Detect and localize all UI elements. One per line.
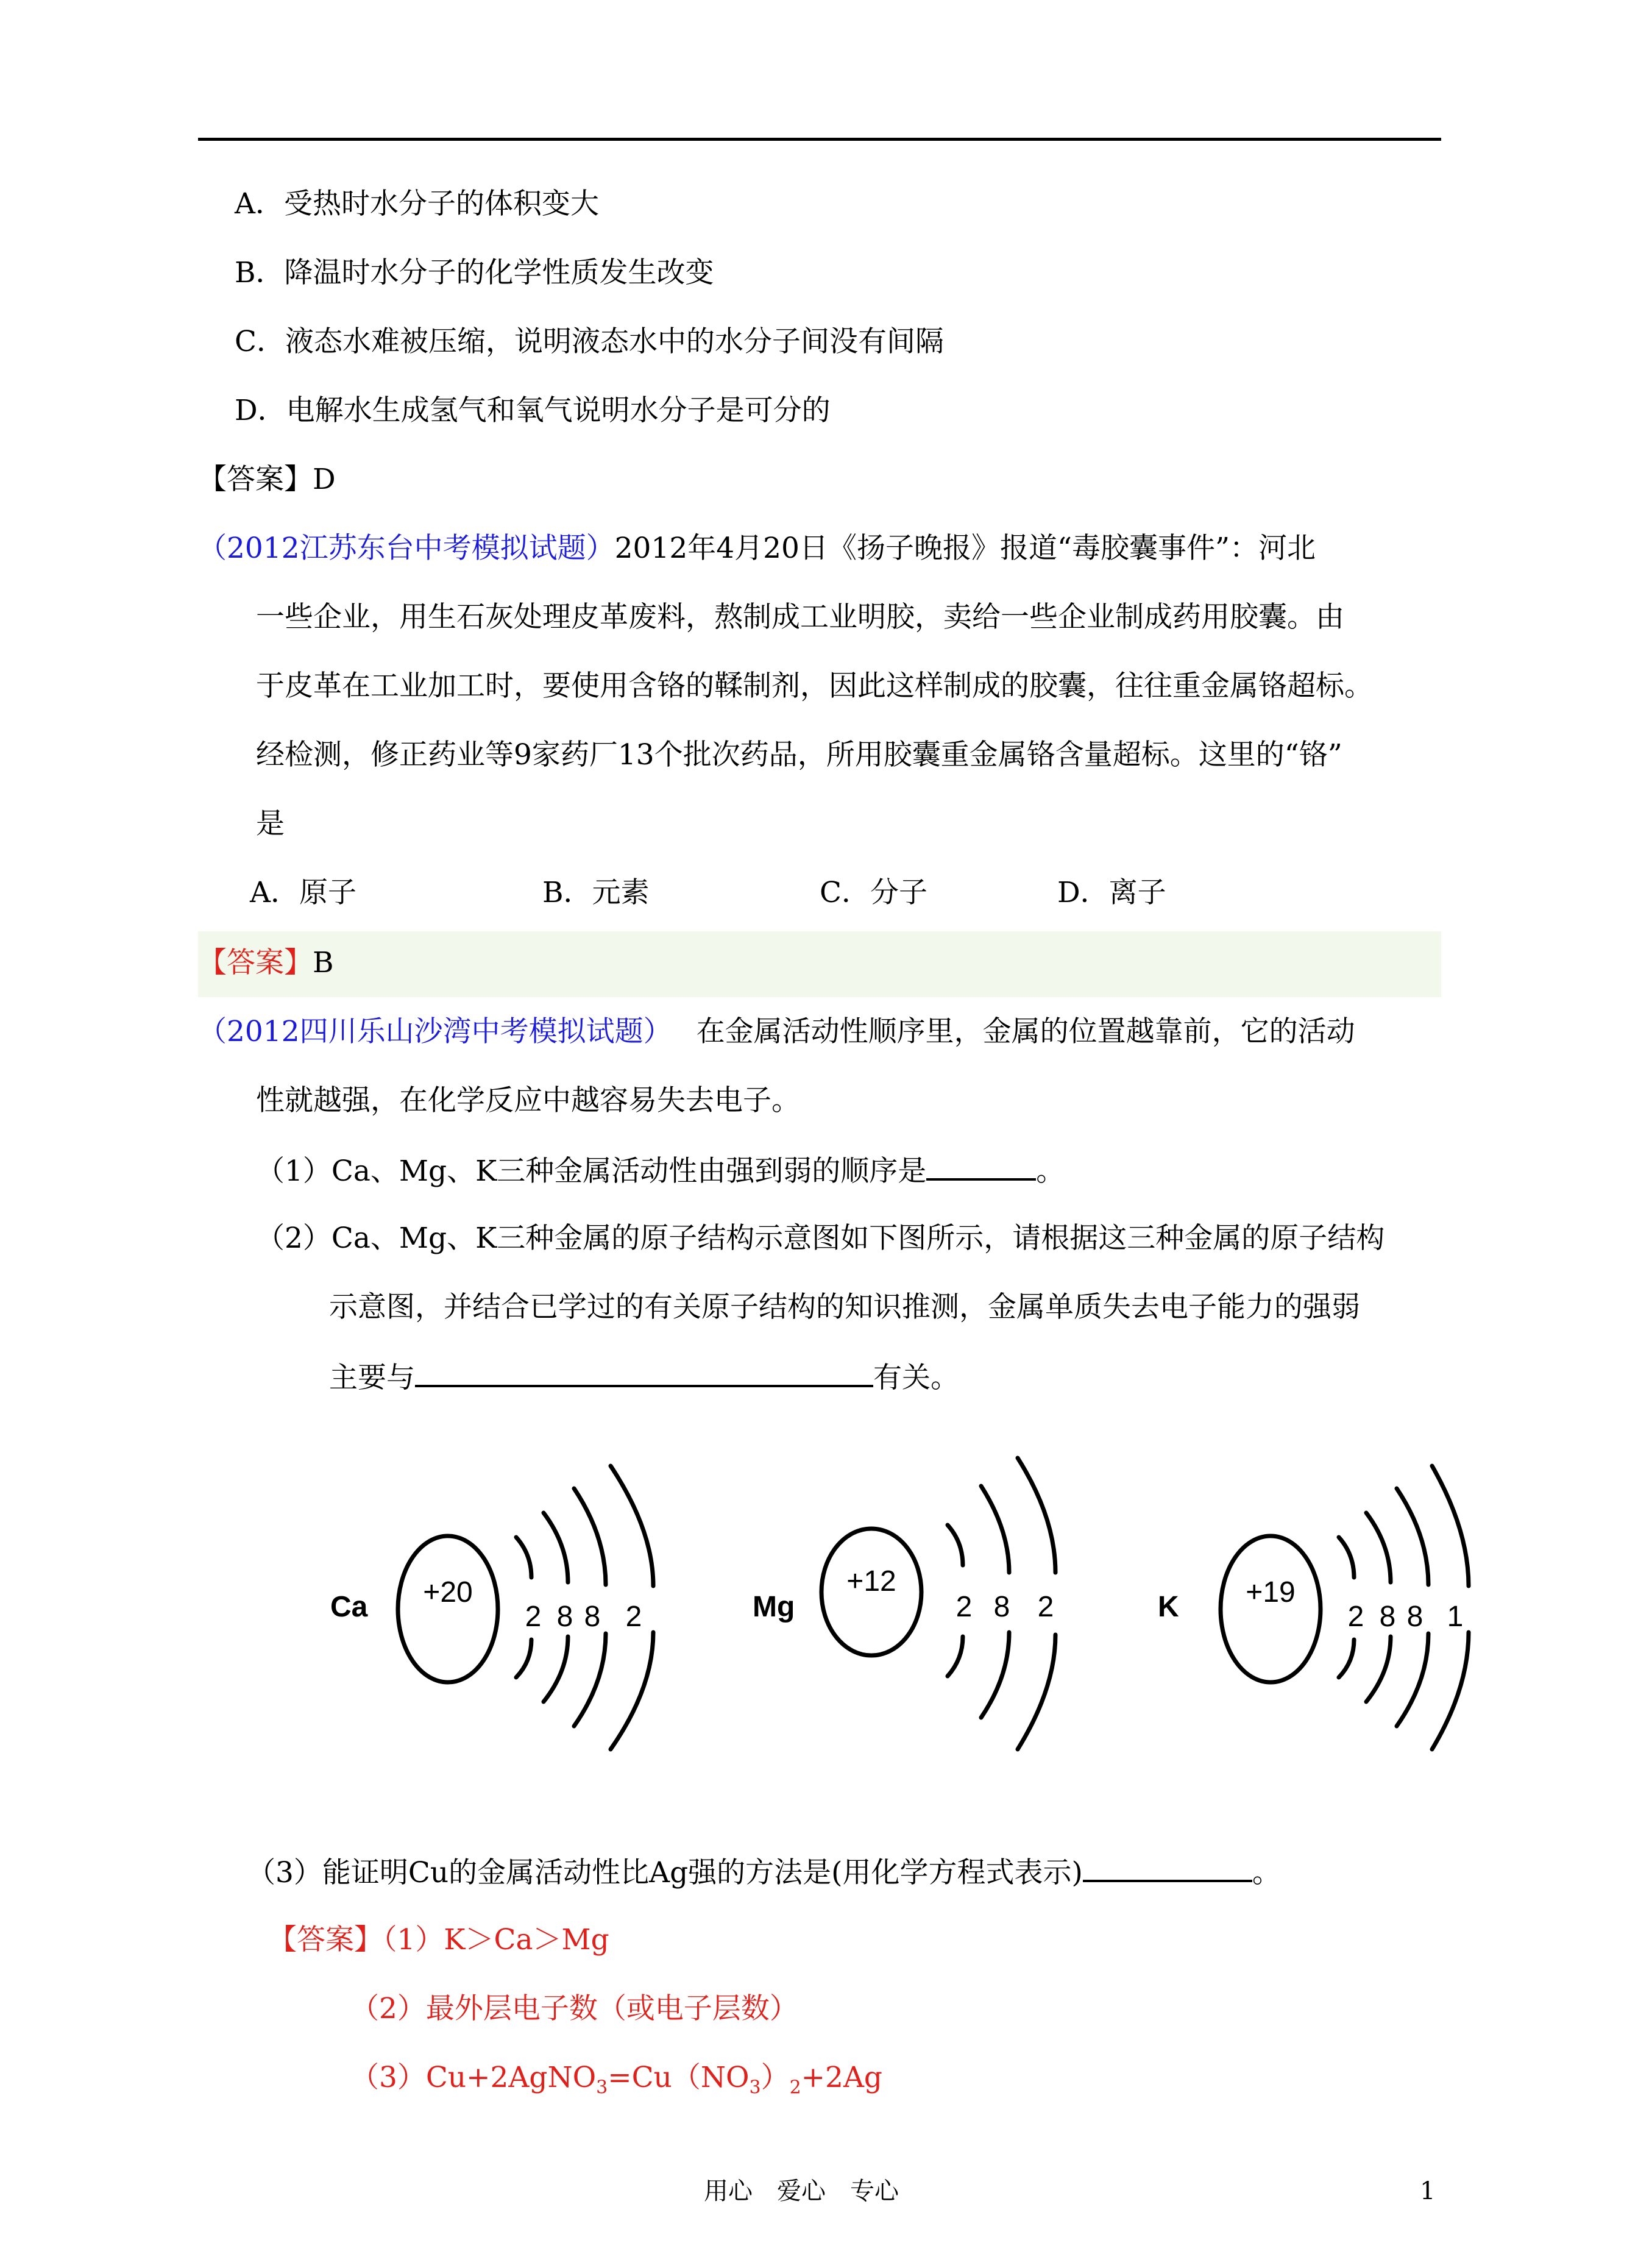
ca-shell4-arc-bottom (611, 1632, 653, 1749)
q3-text-line1: 在金属活动性顺序里，金属的位置越靠前，它的活动 (696, 1015, 1355, 1048)
answer-highlight (198, 931, 1441, 997)
q3-answer1: （1）K＞Ca＞Mg (383, 1923, 609, 1957)
mg-shell1-count: 2 (956, 1591, 973, 1623)
q3-sub3-blank (1083, 1853, 1252, 1882)
q3-answer2: （2）最外层电子数（或电子层数） (350, 1992, 798, 2025)
q2-text-line5: 是 (256, 807, 285, 841)
ca-nucleus-circle (398, 1536, 498, 1682)
k-shell2-count: 8 (1379, 1601, 1396, 1633)
ca-symbol: Ca (330, 1591, 368, 1623)
q3-sub1-end: 。 (1036, 1154, 1065, 1188)
q2-text-line4: 经检测，修正药业等9家药厂13个批次药品，所用胶囊重金属铬含量超标。这里的“铬” (256, 738, 1342, 772)
k-shell3-count: 8 (1406, 1601, 1424, 1633)
k-shell4-count: 1 (1447, 1601, 1464, 1633)
q3-sub3-text: （3）能证明Cu的金属活动性比Ag强的方法是(用化学方程式表示) (247, 1856, 1083, 1889)
ca-nucleus-charge: +20 (423, 1576, 473, 1609)
q3-answer-line1 (268, 1922, 609, 1958)
k-shell1-count: 2 (1347, 1601, 1364, 1633)
q2-answer-value: B (313, 946, 334, 979)
ca-shell1-arc-bottom (516, 1640, 531, 1677)
q2-text-line3: 于皮革在工业加工时，要使用含铬的鞣制剂，因此这样制成的胶囊，往往重金属铬超标。 (256, 669, 1373, 703)
q3-source: （2012四川乐山沙湾中考模拟试题） (198, 1015, 672, 1048)
k-shell4-arc-bottom (1432, 1632, 1469, 1749)
q3-sub2-blank (415, 1358, 873, 1387)
q3-sub1-text: （1）Ca、Mg、K三种金属活动性由强到弱的顺序是 (256, 1154, 927, 1188)
ca-shell4-arc-top (611, 1466, 653, 1586)
mg-symbol: Mg (753, 1591, 795, 1623)
q3-sub2-line1: （2）Ca、Mg、K三种金属的原子结构示意图如下图所示，请根据这三种金属的原子结构 (256, 1221, 1385, 1255)
mg-shell3-count: 2 (1037, 1591, 1054, 1623)
atom-diagram-svg (317, 1432, 1475, 1798)
ca-shell3-arc-bottom (574, 1633, 606, 1726)
q3-answer3-part2: =Cu（NO (608, 2061, 750, 2094)
k-nucleus-charge: +19 (1246, 1576, 1296, 1609)
mg-shell2-arc-bottom (981, 1632, 1009, 1718)
k-symbol: K (1158, 1591, 1179, 1623)
q2-text-line2: 一些企业，用生石灰处理皮革废料，熬制成工业明胶，卖给一些企业制成药用胶囊。由 (256, 600, 1344, 634)
q2-answer-label: 【答案】 (198, 946, 313, 979)
q2-source: （2012江苏东台中考模拟试题） (198, 531, 615, 565)
mg-shell2-arc-top (981, 1486, 1009, 1573)
k-shell1-arc-top (1339, 1537, 1354, 1577)
q3-sub2-post: 有关。 (873, 1361, 959, 1395)
ca-shell4-count: 2 (625, 1601, 642, 1633)
k-shell1-arc-bottom (1339, 1640, 1354, 1677)
mg-nucleus-charge: +12 (846, 1565, 896, 1598)
k-shell3-arc-bottom (1397, 1633, 1428, 1726)
q3-sub2-line3 (329, 1358, 959, 1396)
q3-sub1-blank (926, 1151, 1036, 1181)
q2-text-line1: 2012年4月20日《扬子晚报》报道“毒胶囊事件”：河北 (614, 531, 1316, 565)
q3-answer3-part4: +2Ag (801, 2061, 882, 2094)
ca-shell2-arc-bottom (544, 1637, 568, 1702)
q2-option-d: D．离子 (1057, 876, 1166, 909)
q1-option-b: B．降温时水分子的化学性质发生改变 (235, 256, 714, 290)
q1-option-c: C．液态水难被压缩，说明液态水中的水分子间没有间隔 (235, 325, 944, 358)
mg-shell1-arc-top (948, 1525, 963, 1565)
k-shell3-arc-top (1397, 1488, 1428, 1585)
q2-option-b: B．元素 (542, 876, 650, 909)
q3-answer3-part1: （3）Cu+2AgNO (350, 2061, 597, 2094)
k-shell4-arc-top (1432, 1466, 1469, 1586)
q1-answer: 【答案】D (198, 463, 336, 496)
ca-shell1-count: 2 (525, 1601, 542, 1633)
q2-first-line (198, 530, 1316, 567)
k-shell2-arc-top (1366, 1513, 1391, 1582)
ca-shell2-count: 8 (556, 1601, 573, 1633)
q1-option-a: A．受热时水分子的体积变大 (235, 187, 599, 221)
q2-option-a: A．原子 (250, 876, 356, 909)
k-nucleus-circle (1221, 1536, 1321, 1682)
q3-answer3-sub2: 3 (749, 2077, 761, 2099)
ca-shell3-arc-top (574, 1488, 606, 1585)
mg-shell2-count: 8 (993, 1591, 1010, 1623)
q3-sub2-pre: 主要与 (329, 1361, 415, 1395)
k-shell2-arc-bottom (1366, 1637, 1391, 1702)
q3-sub3 (247, 1853, 1281, 1891)
q3-answer3-part3: ） (760, 2061, 790, 2094)
atom-structure-diagrams (317, 1432, 1475, 1798)
page-number: 1 (1420, 2177, 1436, 2205)
q3-text-line2: 性就越强，在化学反应中越容易失去电子。 (256, 1084, 800, 1117)
q2-option-c: C．分子 (820, 876, 927, 909)
q3-answer3 (350, 2060, 882, 2106)
ca-shell2-arc-top (544, 1513, 568, 1582)
q2-answer (198, 945, 334, 981)
mg-shell3-arc-bottom (1018, 1635, 1055, 1749)
q3-sub1 (256, 1151, 1065, 1190)
ca-shell1-arc-top (516, 1537, 531, 1577)
q3-answer-label: 【答案】 (268, 1923, 383, 1957)
header-rule (198, 138, 1441, 141)
q1-option-d: D．电解水生成氢气和氧气说明水分子是可分的 (235, 394, 831, 427)
footer-motto: 用心 爱心 专心 (704, 2177, 899, 2205)
q3-first-line (198, 1014, 1355, 1050)
mg-shell1-arc-bottom (948, 1637, 963, 1676)
q3-sub3-end: 。 (1252, 1856, 1281, 1889)
ca-shell3-count: 8 (584, 1601, 601, 1633)
q3-answer3-sub1: 3 (596, 2077, 608, 2099)
q3-answer3-sub3: 2 (789, 2077, 801, 2099)
q3-sub2-line2: 示意图，并结合已学过的有关原子结构的知识推测，金属单质失去电子能力的强弱 (329, 1290, 1360, 1324)
mg-shell3-arc-top (1018, 1458, 1055, 1573)
